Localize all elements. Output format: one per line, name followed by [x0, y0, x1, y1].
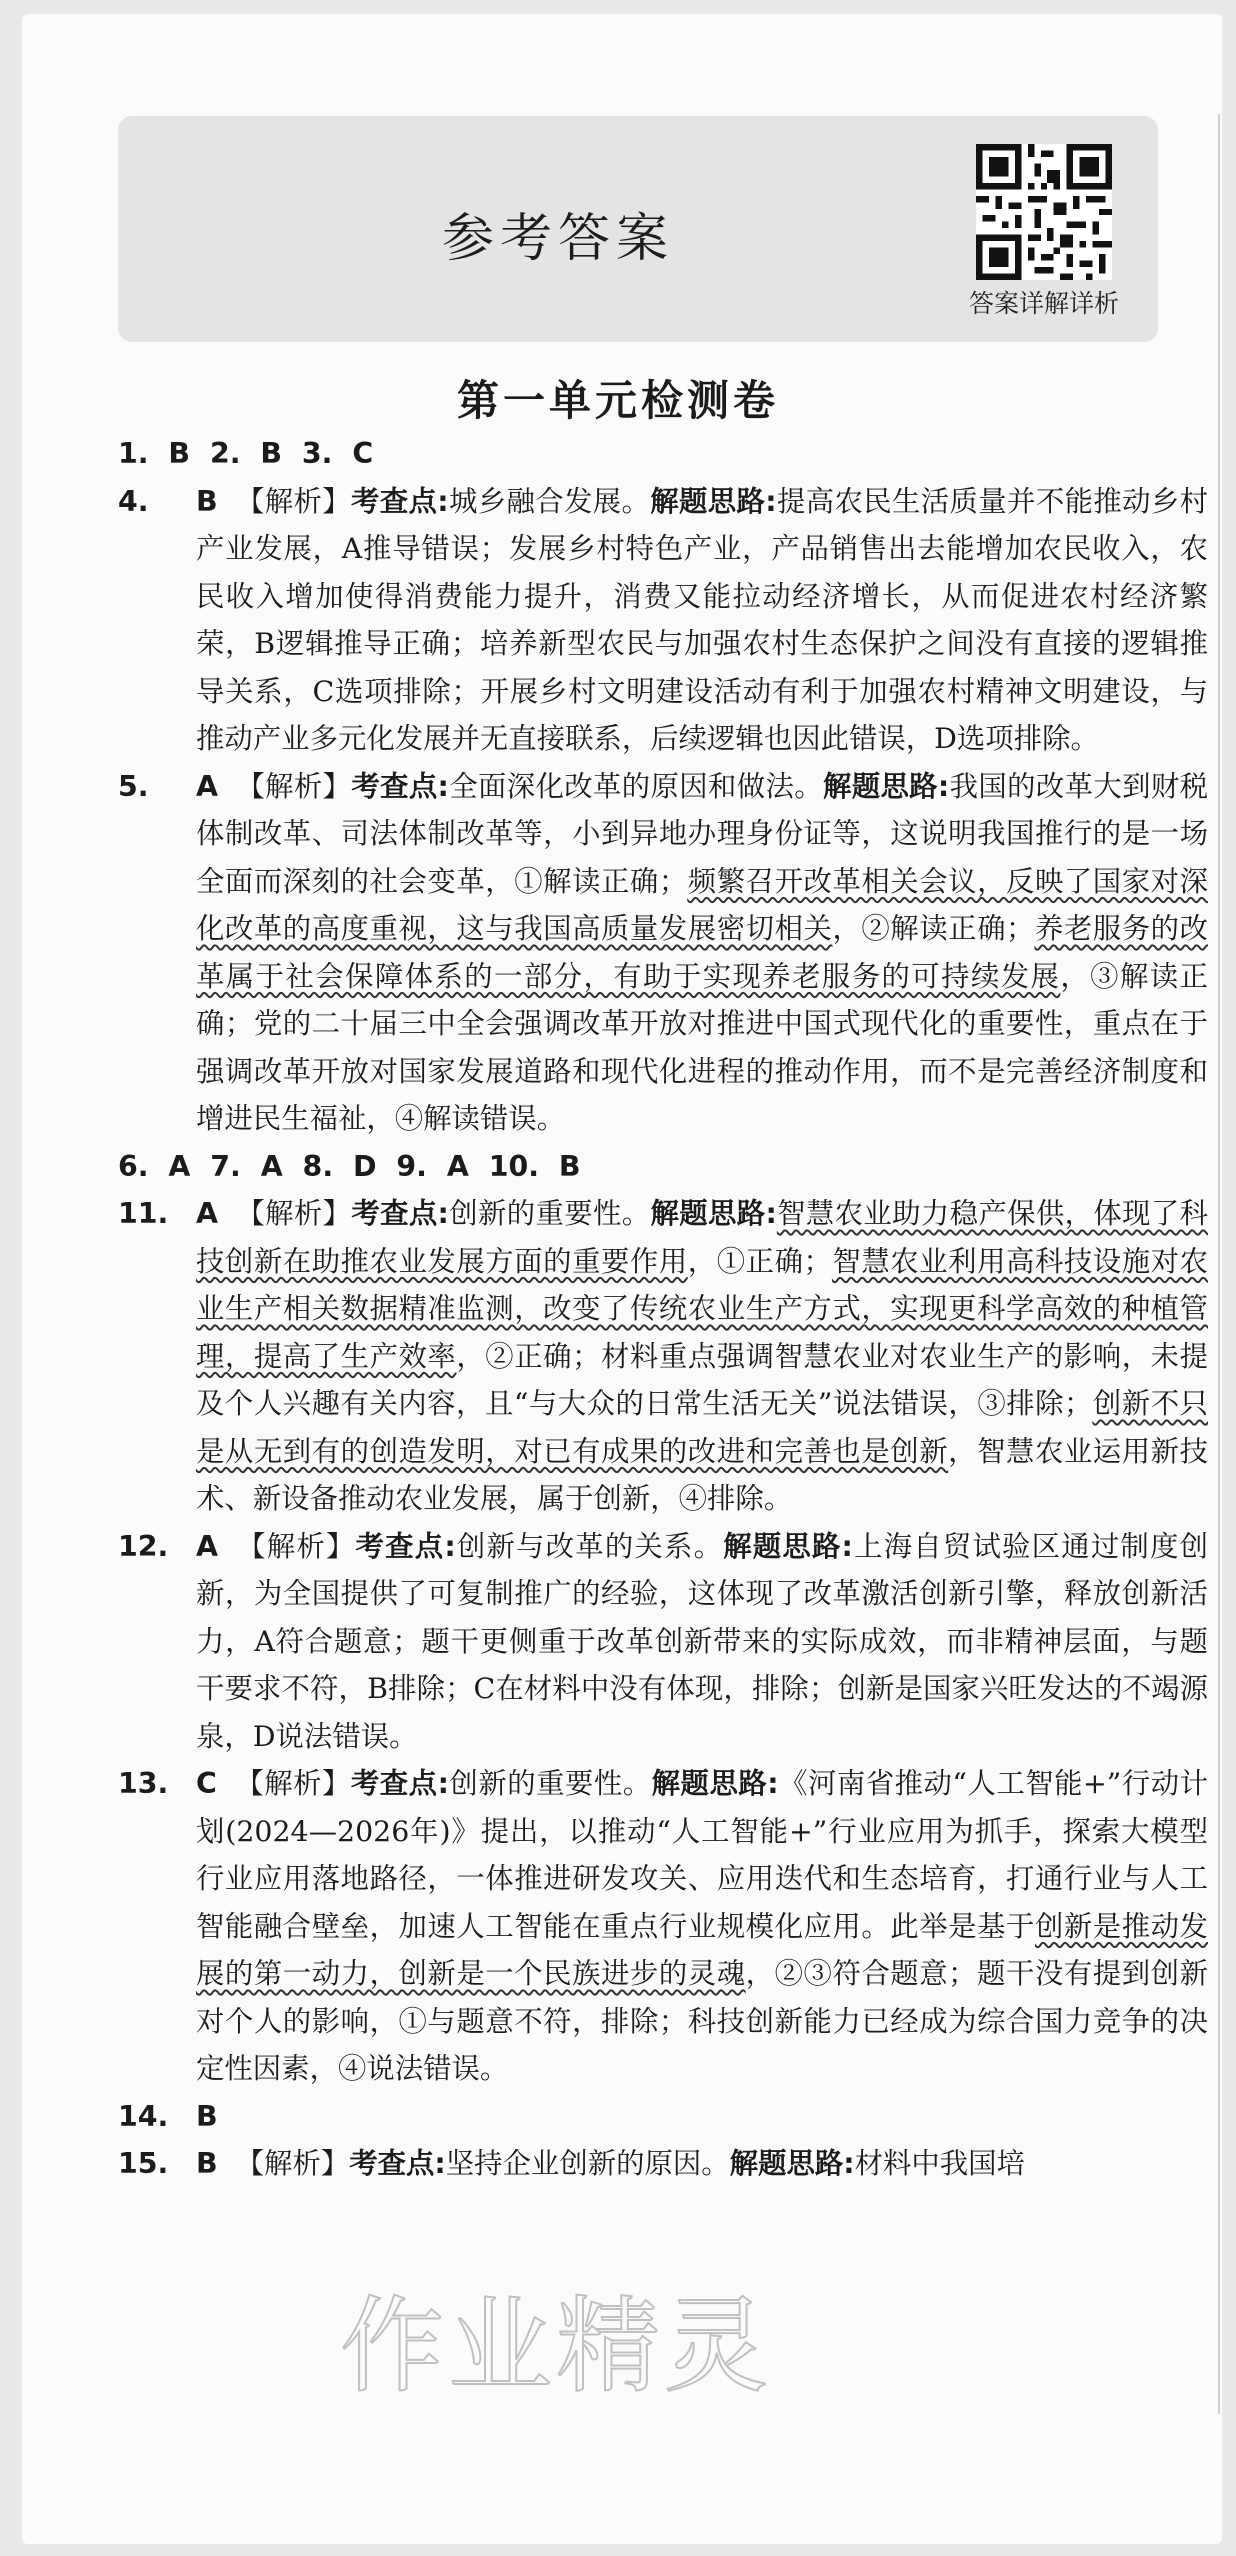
explanation-text: ，①正确； — [687, 1244, 832, 1278]
explanation-text: 材料中我国培 — [854, 2147, 1025, 2180]
answer-item-15 — [118, 2140, 1208, 2188]
explanation-text: ，③解读正确；党的二十届三中全会强调改革开放对推进中国式现代化的重要性，重点在于强调改革开放对国家发展道路和现代化进程的推动作用，而不是完善经济制度和增进民生福祉，④解读错误。 — [196, 959, 1208, 1135]
underlined-text: 频繁召开改革相关会议，反映了国家对深化改革的高度重视，这与我国高质量发展密切相关 — [196, 864, 1208, 945]
idea-label: 解题思路: — [650, 484, 777, 518]
answer-item-13 — [118, 1760, 1208, 2093]
kp-label: 考查点: — [351, 1197, 449, 1230]
explanation-text: 我国的改革大到财税体制改革、司法体制改革等，小到异地办理身份证等，这说明我国推行的是一场全面而深刻的社会变革，①解读正确； — [196, 769, 1208, 898]
column-divider — [1218, 114, 1220, 2414]
explanation-text: 提高农民生活质量并不能推动乡村产业发展，A推导错误；发展乡村特色产业，产品销售出去能增加农民收入，农民收入增加使得消费能力提升，消费又能拉动经济增长，从而促进农村经济繁荣，B逻辑推导正确；培养新型农民与加强农村生态保护之间没有直接的逻辑推导关系，C选项排除；开展乡村文明建设活动有利于加强农村精神文明建设，与推动产业多元化发展并无直接联系，后续逻辑也因此错误，D选项排除。 — [196, 484, 1208, 755]
kp-label: 考查点: — [350, 1767, 449, 1800]
kp-label: 考查点: — [355, 1529, 456, 1563]
kp-label: 考查点: — [351, 484, 449, 518]
question-number: 11. — [118, 1197, 169, 1230]
section-title: 第一单元检测卷 — [456, 376, 779, 425]
explanation-text: ，②解读正确； — [832, 912, 1035, 945]
question-number: 13. — [118, 1767, 169, 1800]
kp-text: 创新的重要性。 — [448, 1197, 651, 1230]
underlined-text: 智慧农业利用高科技设施对农业生产相关数据精准监测，改变了传统农业生产方式，实现更科学高效的种植管理，提高了生产效率 — [196, 1244, 1208, 1373]
idea-label: 解题思路: — [729, 2147, 855, 2180]
explanation-text: ，②正确；材料重点强调智慧农业对农业生产的影响，未提及个人兴趣有关内容，且“与大众的日常生活无关”说法错误，③排除； — [196, 1339, 1208, 1420]
underlined-text: 智慧农业助力稳产保供，体现了科技创新在助推农业发展方面的重要作用 — [196, 1197, 1208, 1278]
kp-label: 考查点: — [349, 2147, 446, 2180]
watermark: 作业精灵 — [340, 2285, 773, 2407]
answer-item-4 — [118, 478, 1208, 763]
answer-item-14 — [118, 2093, 1208, 2141]
analysis-tag: 【解析】 — [235, 1529, 356, 1563]
explanation-text: 上海自贸试验区通过制度创新，为全国提供了可复制推广的经验，这体现了改革激活创新引擎，释放创新活力，A符合题意；题干更侧重于改革创新带来的实际成效，而非精神层面，与题干要求不符，B排除；C在材料中没有体现，排除；创新是国家兴旺发达的不竭源泉，D说法错误。 — [196, 1529, 1208, 1753]
explanation — [196, 478, 1208, 763]
kp-text: 创新与改革的关系。 — [455, 1529, 724, 1563]
question-number: 12. — [118, 1529, 169, 1563]
analysis-tag: 【解析】 — [235, 2147, 350, 2180]
quick-answers: 6. A 7. A 8. D 9. A 10. B — [118, 1149, 581, 1183]
explanation-text: ，②③符合题意；题干没有提到创新对个人的影响，①与题意不符，排除；科技创新能力已经成为综合国力竞争的决定性因素，④说法错误。 — [196, 1957, 1208, 2085]
analysis-tag: 【解析】 — [235, 769, 352, 803]
idea-label: 解题思路: — [650, 1197, 777, 1230]
kp-text: 坚持企业创新的原因。 — [445, 2147, 730, 2180]
answer-choice: A — [196, 1529, 218, 1563]
explanation — [196, 1190, 1208, 1523]
explanation — [196, 2093, 1208, 2141]
answer-item-12 — [118, 1523, 1208, 1761]
quick-answers: 1. B 2. B 3. C — [118, 437, 374, 470]
kp-label: 考查点: — [351, 769, 449, 803]
analysis-tag: 【解析】 — [235, 1197, 352, 1230]
question-number: 15. — [118, 2147, 169, 2180]
qr-caption: 答案详解详析 — [968, 289, 1119, 318]
answer-choice: B — [196, 2099, 218, 2133]
answer-list — [118, 430, 1208, 2188]
explanation-text: ，智慧农业运用新技术、新设备推动农业发展，属于创新，④排除。 — [196, 1434, 1208, 1515]
idea-label: 解题思路: — [822, 769, 950, 803]
explanation-text: 《河南省推动“人工智能+”行动计划(2024—2026年)》提出，以推动“人工智能+”行业应用为抓手，探索大模型行业应用落地路径，一体推进研发攻关、应用迭代和生态培育，打通行业与人工智能融合壁垒，加速人工智能在重点行业规模化应用。此举是基于 — [196, 1767, 1208, 1943]
kp-text: 全面深化改革的原因和做法。 — [448, 769, 823, 803]
question-number: 5. — [118, 769, 149, 803]
answer-item-11 — [118, 1190, 1208, 1523]
question-number: 14. — [118, 2099, 169, 2133]
answer-choice: A — [196, 1197, 218, 1230]
answer-item-5 — [118, 763, 1208, 1143]
underlined-text: 创新是推动发展的第一动力，创新是一个民族进步的灵魂 — [196, 1909, 1208, 1990]
idea-label: 解题思路: — [651, 1767, 779, 1800]
explanation — [196, 763, 1208, 1143]
header-banner — [118, 116, 1158, 342]
explanation — [196, 2140, 1208, 2188]
explanation — [196, 1523, 1208, 1761]
answer-choice: B — [196, 2147, 218, 2180]
answer-choice: C — [196, 1767, 217, 1800]
answer-row-1-3 — [118, 430, 1208, 478]
answer-choice: A — [196, 769, 218, 803]
answer-row-6-10 — [118, 1143, 1208, 1191]
page-title: 参考答案 — [441, 209, 674, 269]
underlined-text: 创新不只是从无到有的创造发明，对已有成果的改进和完善也是创新 — [196, 1387, 1208, 1468]
answer-choice: B — [196, 484, 218, 518]
explanation — [196, 1760, 1208, 2093]
kp-text: 城乡融合发展。 — [448, 484, 651, 518]
analysis-tag: 【解析】 — [235, 484, 352, 518]
idea-label: 解题思路: — [723, 1529, 853, 1563]
qr-code-icon[interactable] — [976, 144, 1112, 280]
kp-text: 创新的重要性。 — [448, 1767, 652, 1800]
underlined-text: 养老服务的改革属于社会保障体系的一部分，有助于实现养老服务的可持续发展 — [196, 912, 1208, 993]
question-number: 4. — [118, 484, 149, 518]
analysis-tag: 【解析】 — [234, 1767, 351, 1800]
